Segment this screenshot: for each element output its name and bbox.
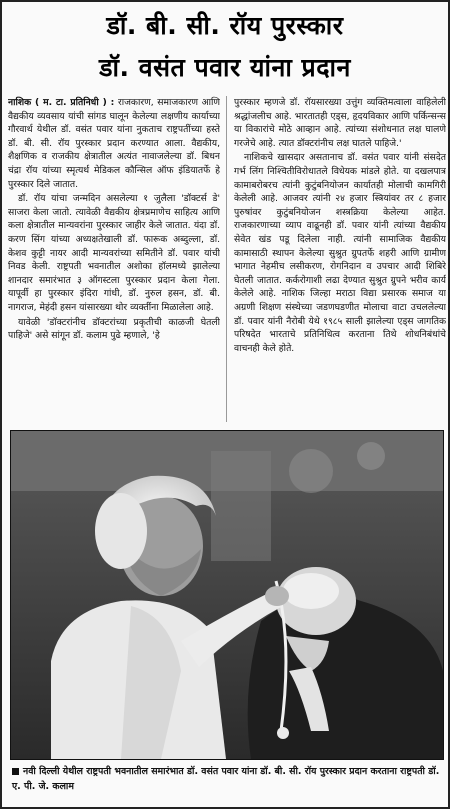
column-divider [226,96,227,422]
news-photo [10,430,444,760]
paragraph-text: राजकारण, समाजकारण आणि वैद्यकीय व्यवसाय यांची सांगड घालून केलेल्या लक्षणीय कार्याच्या गौरवार्थ येथील डॉ. वसंत पवार यांना नुकताच राष्ट्रपतींच्या हस्ते डॉ. बी. सी. रॉय पुरस्कार प्रदान करण्यात आला. वैद्यकीय, शैक्षणिक व राजकीय क्षेत्रातील अत्यंत नावाजलेल्या डॉ. बिधन चंद्रा रॉय यांच्या स्मृत्यर्थ मेडिकल कौन्सिल ऑफ इंडियातर्फे हे पुरस्कार दिले जातात. [8,97,220,190]
photo-caption [12,764,440,794]
article-paragraph [8,96,220,191]
article-paragraph: यावेळी 'डॉक्टरांनीच डॉक्टरांच्या प्रकृतीची काळजी घेतली पाहिजे' असे सांगून डॉ. कलाम पुढे म्हणाले, 'हे [8,316,220,342]
article-body [8,96,446,422]
headline-line-2: डॉ. वसंत पवार यांना प्रदान [99,53,351,82]
article-paragraph: पुरस्कार म्हणजे डॉ. रॉयसारख्या उत्तुंग व्यक्तिमत्वाला वाहिलेली श्रद्धांजलीच आहे. भारतातही एड्स, हृदयविकार आणि पर्किन्सन्स या विकारांचे मोठे आव्हान आहे. त्यांच्या संशोधनात लक्ष घालणे गरजेचे आहे. त्यात डॉक्टरांनीच लक्ष घातले पाहिजे.' [234,97,446,149]
article-column-left [8,96,220,422]
headline-line-1: डॉ. बी. सी. रॉय पुरस्कार [106,11,344,40]
article-column-right [234,96,446,422]
photo-illustration [11,431,443,759]
caption-bullet-icon [12,768,19,775]
caption-text: नवी दिल्ली येथील राष्ट्रपती भवनातील समारंभात डॉ. वसंत पवार यांना डॉ. बी. सी. रॉय पुरस्कार प्रदान करताना राष्ट्रपती डॉ. ए. पी. जे. कलाम [12,766,440,792]
article-paragraph: नाशिकचे खासदार असतानाच डॉ. वसंत पवार यांनी संसदेत गर्भ लिंग निश्चितीविरोधातले विधेयक मांडले होते. या दखलपात्र कामाबरोबरच त्यांनी कुटुंबनियोजन कार्यातही मोलाची कामगिरी केलेली आहे. आजवर त्यांनी २४ हजार स्त्रियांवर तर ८ हजार पुरुषांवर कुटुंबनियोजन शस्त्रक्रिया केलेल्या आहेत. राजकारणाच्या व्याप वाढूनही डॉ. पवार यांनी त्यांच्या वैद्यकीय सेवेत खंड पडू दिलेला नाही. त्यांनी सामाजिक वैद्यकीय कामासाठी स्थापन केलेल्या सुश्रुत ग्रुपतर्फे शहरी आणि ग्रामीण भागात नेहमीच लसीकरण, रोगनिदान व उपचार आदी शिबिरे घेतली जातात. कर्करोगाशी लढा देण्यात सुश्रुत ग्रुपने भरीव कार्य केलेले आहे. नाशिक जिल्हा मराठा विद्या प्रसारक समाज या अग्रणी शिक्षण संस्थेच्या जडणघडणीत मोलाचा वाटा उचललेल्या डॉ. पवार यांनी नैरोबी येथे १९८५ साली झालेल्या एड्स जागतिक परिषदेत भारताचे प्रतिनिधित्व करताना तिथे शोधनिबंधांचे वाचनही केले होते. [234,152,446,354]
article-paragraph: डॉ. रॉय यांचा जन्मदिन असलेल्या १ जुलैला 'डॉक्टर्स डे' साजरा केला जातो. त्यावेळी वैद्यकीय क्षेत्रप्रमाणेच साहित्य आणि कला क्षेत्रातील मान्यवरांना पुरस्कार जाहीर केले जातात. यंदा डॉ. करण सिंग यांच्या अध्यक्षतेखाली डॉ. फारूक अब्दुल्ला, डॉ. केशव कुट्टी नायर आदी मान्यवरांच्या समितीने डॉ. पवार यांची निवड केली. राष्ट्रपती भवनातील अशोका हॉलमध्ये झालेल्या शानदार समारंभात ३ ऑगस्टला पुरस्कार प्रदान केला गेला. यापूर्वी हा पुरस्कार इंदिरा गांधी, डॉ. नुरुल हसन, डॉ. बी. नागराज, मेहंदी हसन यांसारख्या थोर व्यक्तींना मिळालेला आहे. [8,193,220,313]
dateline: नाशिक ( म. टा. प्रतिनिधी ) : [8,97,115,108]
